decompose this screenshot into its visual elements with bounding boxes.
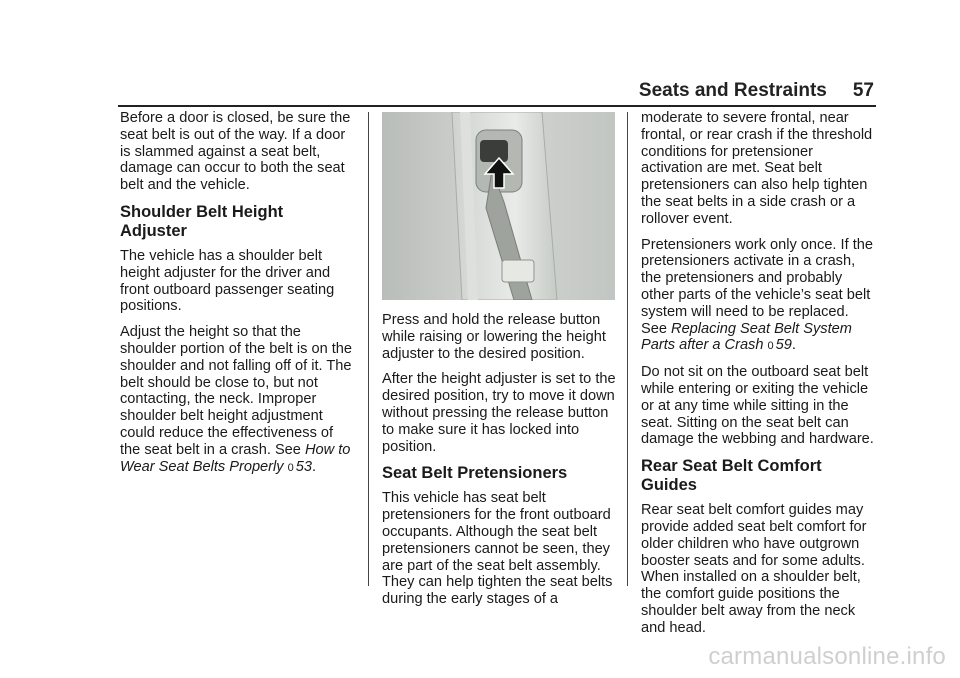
paragraph: After the height adjuster is set to the desired position, try to move it down without pressing the release button to make sure it has locked into position. [382,371,616,455]
paragraph: Pretensioners work only once. If the pretensioners activate in a crash, the pretensioners and probably other parts of the vehicle’s seat belt system will need to be replaced. See Replacing Seat Belt System Parts after a Crash 0 59. [641,236,873,354]
paragraph: moderate to severe frontal, near frontal, or rear crash if the threshold conditions for pretensioner activation are met. Seat belt pretensioners can also help tighten the seat belts in a side crash or a rollover event. [641,110,873,227]
paragraph: Press and hold the release button while raising or lowering the height adjuster to the desired position. [382,312,606,362]
paragraph: This vehicle has seat belt pretensioners for the front outboard occupants. Although the seat belt pretensioners cannot be seen, they are part of the seat belt assembly. They can help tighten the seat belts during the early stages of a [382,490,613,608]
seat-belt-height-adjuster-figure [382,112,615,300]
page-ref-arrow-icon: 0 [287,461,294,474]
column-2 [382,110,616,617]
page-number: 57 [852,80,874,101]
cross-reference-link[interactable]: Replacing Seat Belt System Parts after a Crash [641,320,852,354]
watermark-logo: carmanualsonline.info [708,643,946,670]
paragraph: Before a door is closed, be sure the seat belt is out of the way. If a door is slammed against a seat belt, damage can occur to both the seat belt and the vehicle. [120,110,351,194]
paragraph: Do not sit on the outboard seat belt while entering or exiting the vehicle or at any time while sitting in the seat. Sitting on the seat belt can damage the webbing and hardware. [641,364,874,448]
section-heading: Rear Seat Belt Comfort Guides [641,457,822,495]
column-1 [120,110,354,485]
section-heading: Shoulder Belt Height Adjuster [120,202,284,240]
column-divider [368,112,369,586]
page-ref-number[interactable]: 53 [295,458,312,475]
page-ref-arrow-icon: 0 [767,340,774,353]
section-heading: Seat Belt Pretensioners [382,464,568,483]
column-3 [641,110,875,646]
paragraph: Adjust the height so that the shoulder portion of the belt is on the shoulder and not falling off of it. The belt should be close to, but not contacting, the neck. Improper shoulder belt height adjustment could reduce the effectiveness of the seat belt in a crash. See How to Wear Seat Belts Properly 0 53. [120,324,353,475]
section-title: Seats and Restraints [638,80,827,101]
paragraph: Rear seat belt comfort guides may provide added seat belt comfort for older children who have outgrown booster seats and for some adults. When installed on a shoulder belt, the comfort guide positions the shoulder belt away from the neck and head. [641,502,867,636]
page-header [560,80,874,102]
column-divider [627,112,628,586]
paragraph: The vehicle has a shoulder belt height adjuster for the driver and front outboard passenger seating positions. [120,247,335,315]
page-ref-number[interactable]: 59 [775,337,792,354]
header-rule [118,105,876,107]
cross-reference-link[interactable]: How to Wear Seat Belts Properly [120,441,351,475]
